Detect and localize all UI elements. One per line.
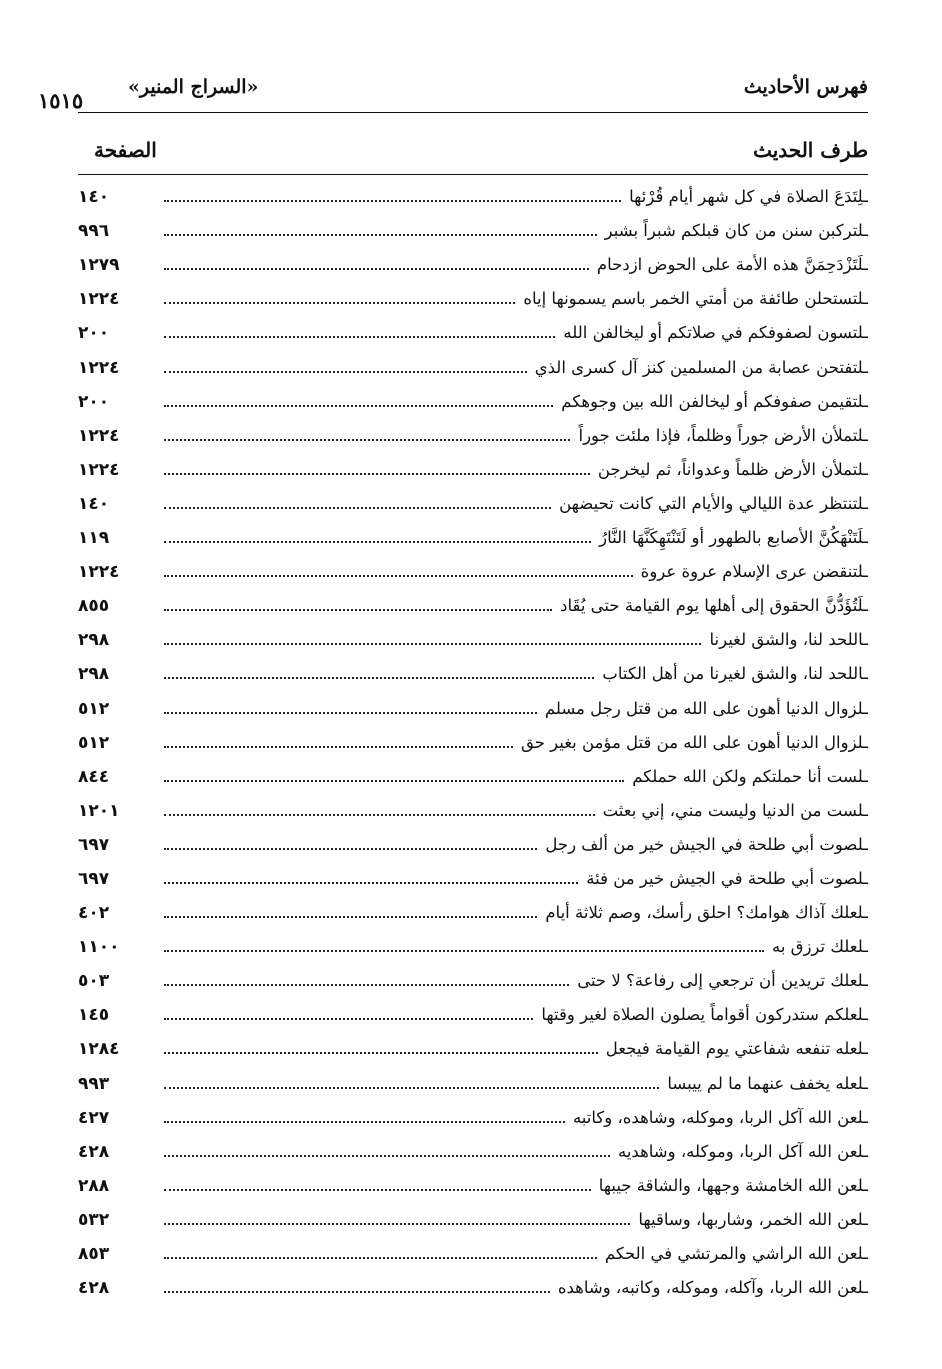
index-entry [78, 587, 868, 621]
page-ref: ١٢٢٤ [78, 425, 120, 446]
page-ref: ١٤٠ [78, 493, 110, 514]
dot-leader [164, 916, 537, 918]
hadith-text: ـ لعلك ترزق به [764, 936, 868, 958]
index-entry [78, 314, 868, 348]
dot-leader [164, 609, 552, 611]
index-entry [78, 894, 868, 928]
dot-leader [164, 302, 515, 304]
hadith-text: ـ لتملأن الأرض جوراً وظلماً، فإذا ملئت جوراً [570, 425, 868, 447]
page-ref: ٤٢٨ [78, 1278, 110, 1299]
hadith-text: ـ لعلك آذاك هوامك؟ احلق رأسك، وصم ثلاثة أيام [537, 902, 868, 924]
dot-leader [164, 1018, 533, 1020]
index-entry [78, 826, 868, 860]
index-entry [78, 1099, 868, 1133]
index-entry [78, 553, 868, 587]
dot-leader [164, 950, 764, 952]
dot-leader [164, 848, 537, 850]
index-entry [78, 758, 868, 792]
hadith-text: ـ لتقيمن صفوفكم أو ليخالفن الله بين وجوهكم [553, 391, 868, 413]
page-ref: ٢٠٠ [78, 323, 110, 344]
dot-leader [164, 984, 569, 986]
dot-leader [164, 439, 570, 441]
dot-leader [164, 1189, 591, 1191]
index-entry [78, 519, 868, 553]
hadith-text: ـ لَتُؤَدُّنَّ الحقوق إلى أهلها يوم القيامة حتى يُقَاد [552, 595, 868, 617]
page-ref: ١٢٢٤ [78, 289, 120, 310]
page-ref: ١٢٢٤ [78, 459, 120, 480]
dot-leader [164, 882, 578, 884]
index-entry [78, 621, 868, 655]
dot-leader [164, 575, 633, 577]
index-entry [78, 417, 868, 451]
page-ref: ١٢٢٤ [78, 357, 120, 378]
hadith-text: ـ لعن الله الخمر، وشاربها، وساقيها [630, 1209, 868, 1231]
dot-leader [164, 746, 513, 748]
index-entry [78, 451, 868, 485]
hadith-text: ـ لِتَدَعَ الصلاة في كل شهر أيام قُرْئها [621, 186, 868, 208]
dot-leader [164, 1291, 550, 1293]
hadith-text: ـ لتنتظر عدة الليالي والأيام التي كانت تحيضهن [551, 493, 868, 515]
index-entry [78, 348, 868, 382]
dot-leader [164, 405, 553, 407]
hadith-text: ـ لَتَزْدَحِمَنَّ هذه الأمة على الحوض ازدحام [589, 254, 868, 276]
dot-leader [164, 200, 621, 202]
column-header-hadith: طرف الحديث [753, 138, 868, 162]
index-entry [78, 1201, 868, 1235]
page-ref: ٢٩٨ [78, 664, 110, 685]
index-title: فهرس الأحاديث [743, 76, 868, 98]
index-entry [78, 655, 868, 689]
hadith-text: ـ لعن الله الراشي والمرتشي في الحكم [597, 1243, 868, 1265]
hadith-text: ـ لصوت أبي طلحة في الجيش خير من فئة [578, 868, 868, 890]
hadith-text: ـ لعن الله آكل الربا، وموكله، وشاهديه [610, 1141, 868, 1163]
hadith-text: ـ لتفتحن عصابة من المسلمين كنز آل كسرى الذي [527, 357, 868, 379]
index-entry [78, 724, 868, 758]
index-entry [78, 1030, 868, 1064]
index-entry [78, 792, 868, 826]
header-rule [78, 112, 868, 113]
dot-leader [164, 712, 537, 714]
hadith-text: ـ لتستحلن طائفة من أمتي الخمر باسم يسمونها إياه [515, 288, 868, 310]
page-ref: ١٢٨٤ [78, 1039, 120, 1060]
page-ref: ١١٠٠ [78, 937, 120, 958]
book-title: «السراج المنير» [128, 76, 259, 98]
index-entry [78, 383, 868, 417]
dot-leader [164, 234, 597, 236]
dot-leader [164, 1155, 610, 1157]
dot-leader [164, 1223, 630, 1225]
hadith-text: ـ لتسون لصفوفكم في صلاتكم أو ليخالفن الله [555, 322, 868, 344]
page-ref: ٩٩٦ [78, 221, 110, 242]
page-ref: ١٤٥ [78, 1005, 110, 1026]
index-entry [78, 996, 868, 1030]
index-entry [78, 1167, 868, 1201]
page-ref: ٨٥٥ [78, 596, 110, 617]
hadith-index-list [78, 178, 868, 1303]
hadith-text: ـ اللحد لنا، والشق لغيرنا من أهل الكتاب [594, 663, 868, 685]
page-ref: ١٤٠ [78, 187, 110, 208]
page-ref: ٥١٢ [78, 732, 110, 753]
index-entry [78, 689, 868, 723]
hadith-text: ـ لتملأن الأرض ظلماً وعدواناً، ثم ليخرجن [590, 459, 868, 481]
page-ref: ٦٩٧ [78, 868, 110, 889]
hadith-text: ـ لعن الله الخامشة وجهها، والشاقة جيبها [591, 1175, 868, 1197]
hadith-text: ـ لعلكم ستدركون أقواماً يصلون الصلاة لغير وقتها [533, 1004, 868, 1026]
hadith-text: ـ لَتَنْهَكُنَّ الأصابع بالطهور أو لَتَنْتَهِكَنَّهَا النَّارُ [591, 527, 868, 549]
hadith-text: ـ لزوال الدنيا أهون على الله من قتل مؤمن بغير حق [513, 732, 868, 754]
dot-leader [164, 1052, 598, 1054]
dot-leader [164, 1121, 565, 1123]
index-entry [78, 1235, 868, 1269]
dot-leader [164, 473, 590, 475]
hadith-text: ـ لعن الله آكل الربا، وموكله، وشاهده، وكاتبه [565, 1107, 868, 1129]
page-ref: ١٢٠١ [78, 800, 120, 821]
index-entry [78, 1133, 868, 1167]
page-ref: ٥٣٢ [78, 1209, 110, 1230]
dot-leader [164, 643, 701, 645]
page-ref: ١١٩ [78, 528, 110, 549]
dot-leader [164, 507, 551, 509]
dot-leader [164, 677, 594, 679]
index-entry [78, 962, 868, 996]
page-ref: ٢٩٨ [78, 630, 110, 651]
page-ref: ٩٩٣ [78, 1073, 110, 1094]
index-entry [78, 280, 868, 314]
hadith-text: ـ اللحد لنا، والشق لغيرنا [701, 629, 868, 651]
hadith-text: ـ لست أنا حملتكم ولكن الله حملكم [624, 766, 868, 788]
page-ref: ٤٠٢ [78, 903, 110, 924]
page-ref: ٥٠٣ [78, 971, 110, 992]
hadith-text: ـ لصوت أبي طلحة في الجيش خير من ألف رجل [537, 834, 868, 856]
dot-leader [164, 371, 527, 373]
index-entry [78, 1269, 868, 1303]
dot-leader [164, 780, 624, 782]
page-ref: ١٢٧٩ [78, 255, 120, 276]
index-entry [78, 1064, 868, 1098]
column-header-page: الصفحة [94, 138, 157, 162]
hadith-text: ـ لتنقضن عرى الإسلام عروة عروة [633, 561, 868, 583]
page-ref: ٤٢٨ [78, 1141, 110, 1162]
page-ref: ٢٨٨ [78, 1175, 110, 1196]
hadith-text: ـ لتركبن سنن من كان قبلكم شبراً بشبر [597, 220, 868, 242]
hadith-text: ـ لعن الله الربا، وآكله، وموكله، وكاتبه، وشاهده [550, 1277, 868, 1299]
hadith-text: ـ لعلك تريدين أن ترجعي إلى رفاعة؟ لا حتى [569, 970, 868, 992]
dot-leader [164, 1257, 597, 1259]
page-ref: ٢٠٠ [78, 391, 110, 412]
column-header-rule [78, 174, 868, 175]
dot-leader [164, 336, 555, 338]
page-ref: ٨٥٣ [78, 1244, 110, 1264]
index-entry [78, 485, 868, 519]
page-number: ١٥١٥ [38, 88, 84, 113]
index-entry [78, 928, 868, 962]
hadith-text: ـ لعله تنفعه شفاعتي يوم القيامة فيجعل [598, 1038, 868, 1060]
dot-leader [164, 541, 591, 543]
page-ref: ٨٤٤ [78, 766, 110, 787]
page-ref: ١٢٢٤ [78, 562, 120, 583]
dot-leader [164, 268, 589, 270]
index-entry [78, 178, 868, 212]
hadith-text: ـ لست من الدنيا وليست مني، إني بعثت [595, 800, 868, 822]
hadith-text: ـ لعله يخفف عنهما ما لم ييبسا [659, 1073, 868, 1095]
column-headers [78, 138, 868, 174]
index-entry [78, 212, 868, 246]
running-header [38, 74, 868, 114]
index-entry [78, 860, 868, 894]
page-ref: ٤٢٧ [78, 1107, 110, 1128]
dot-leader [164, 814, 595, 816]
hadith-text: ـ لزوال الدنيا أهون على الله من قتل رجل مسلم [537, 698, 868, 720]
page-ref: ٥١٢ [78, 698, 110, 719]
page-ref: ٦٩٧ [78, 834, 110, 855]
dot-leader [164, 1087, 659, 1089]
index-entry [78, 246, 868, 280]
